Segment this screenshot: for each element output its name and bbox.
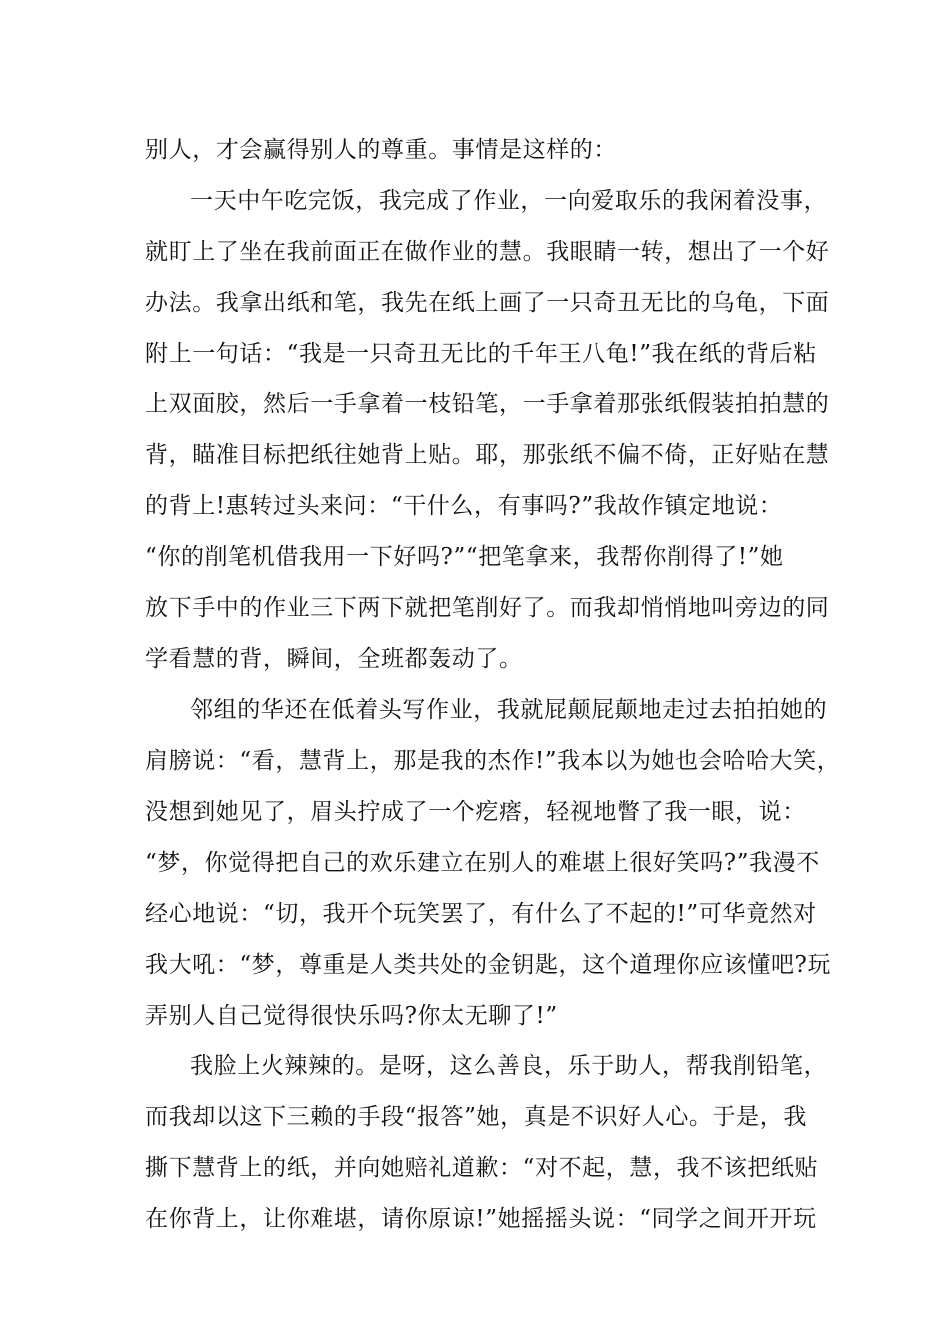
text-line: 别人，才会赢得别人的尊重。事情是这样的：	[145, 137, 617, 163]
text-line: 附上一句话：“我是一只奇丑无比的千年王八龟!”我在纸的背后粘	[145, 341, 817, 367]
text-line: 上双面胶，然后一手拿着一枝铅笔，一手拿着那张纸假装拍拍慧的	[145, 391, 830, 417]
text-line: 肩膀说：“看，慧背上，那是我的杰作!”我本以为她也会哈哈大笑，	[145, 748, 841, 774]
text-line: 在你背上，让你难堪，请你原谅!”她摇摇头说：“同学之间开开玩	[145, 1206, 817, 1232]
text-line: 放下手中的作业三下两下就把笔削好了。而我却悄悄地叫旁边的同	[145, 595, 830, 621]
text-line: 而我却以这下三赖的手段“报答”她，真是不识好人心。于是，我	[145, 1104, 807, 1130]
text-line: 我大吼：“梦，尊重是人类共处的金钥匙，这个道理你应该懂吧?玩	[145, 952, 832, 978]
text-line: 背，瞄准目标把纸往她背上贴。耶，那张纸不偏不倚，正好贴在慧	[145, 442, 830, 468]
text-line: 撕下慧背上的纸，并向她赔礼道歉：“对不起，慧，我不该把纸贴	[145, 1155, 819, 1181]
text-line: 办法。我拿出纸和笔，我先在纸上画了一只奇丑无比的乌龟，下面	[145, 290, 830, 316]
paragraph-start-line: 邻组的华还在低着头写作业，我就屁颠屁颠地走过去拍拍她的	[190, 697, 828, 723]
text-line: 学看慧的背，瞬间，全班都轰动了。	[145, 646, 523, 672]
paragraph-start-line: 我脸上火辣辣的。是呀，这么善良，乐于助人，帮我削铅笔，	[190, 1053, 828, 1079]
text-line: 经心地说：“切，我开个玩笑罢了，有什么了不起的!”可华竟然对	[145, 901, 817, 927]
text-line: 就盯上了坐在我前面正在做作业的慧。我眼睛一转，想出了一个好	[145, 239, 830, 265]
text-line: “你的削笔机借我用一下好吗?”“把笔拿来，我帮你削得了!”她	[145, 544, 784, 570]
text-line: 弄别人自己觉得很快乐吗?你太无聊了!”	[145, 1003, 558, 1029]
paragraph-start-line: 一天中午吃完饭，我完成了作业，一向爱取乐的我闲着没事，	[190, 188, 828, 214]
text-line: 没想到她见了，眉头拧成了一个疙瘩，轻视地瞥了我一眼，说：	[145, 799, 806, 825]
text-line: “梦，你觉得把自己的欢乐建立在别人的难堪上很好笑吗?”我漫不	[145, 850, 820, 876]
text-line: 的背上!惠转过头来问：“干什么，有事吗?”我故作镇定地说：	[145, 493, 783, 519]
